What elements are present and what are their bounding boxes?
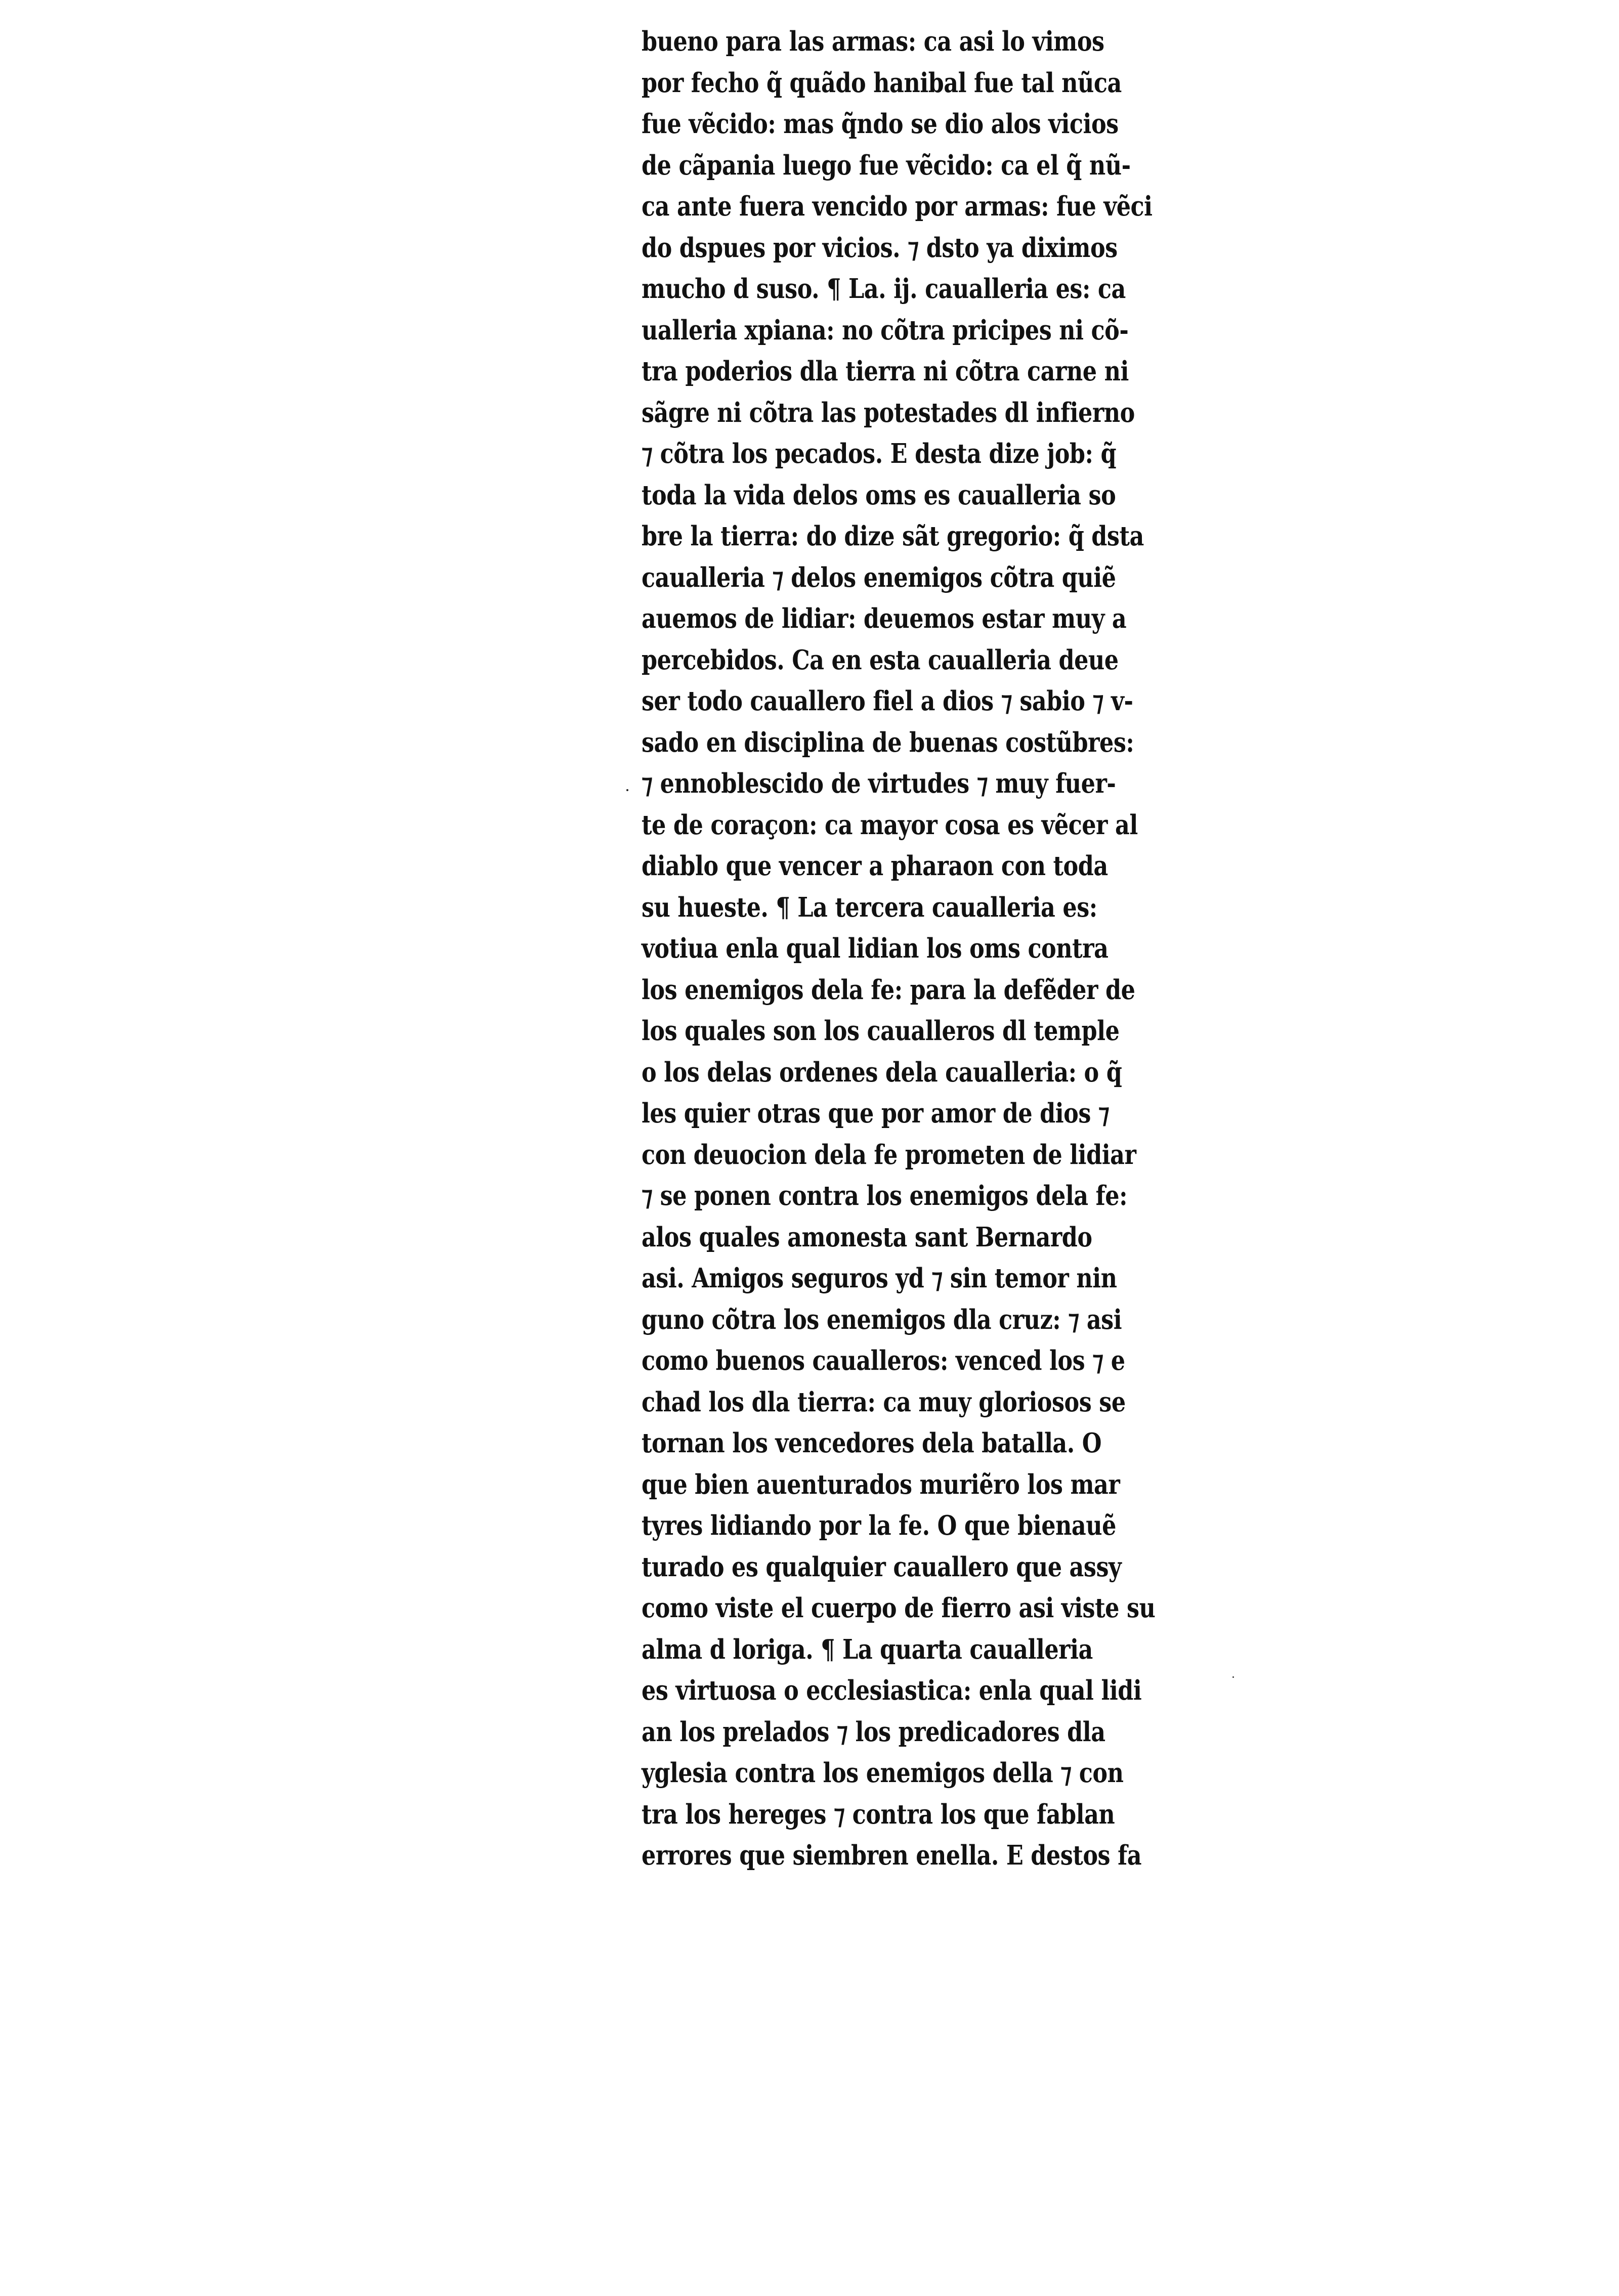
text-line: alos quales amonesta sant Bernardo: [642, 1221, 1092, 1253]
text-line: votiua enla qual lidian los oms contra: [642, 933, 1109, 964]
text-line: es virtuosa o ecclesiastica: enla qual lidi: [642, 1675, 1142, 1706]
text-line: errores que siembren enella. E destos fa: [642, 1840, 1142, 1871]
text-line: yglesia contra los enemigos della ⁊ con: [642, 1757, 1124, 1789]
text-line: por fecho q̃ quãdo hanibal fue tal nũca: [642, 67, 1122, 99]
text-line: toda la vida delos oms es caualleria so: [642, 479, 1116, 511]
text-line: ⁊ ennoblescido de virtudes ⁊ muy fuer-: [642, 768, 1116, 799]
text-line: auemos de lidiar: deuemos estar muy a: [642, 603, 1127, 634]
text-line: ⁊ cõtra los pecados. E desta dize job: q̃: [642, 438, 1117, 469]
text-line: percebidos. Ca en esta caualleria deue: [642, 644, 1119, 676]
text-line: los quales son los caualleros dl temple: [642, 1015, 1120, 1047]
text-line: bre la tierra: do dize sãt gregorio: q̃ dsta: [642, 521, 1144, 552]
text-line: alma d loriga. ¶ La quarta caualleria: [642, 1633, 1093, 1665]
text-line: caualleria ⁊ delos enemigos cõtra quiẽ: [642, 561, 1116, 593]
text-line: diablo que vencer a pharaon con toda: [642, 850, 1108, 882]
text-line: fue vẽcido: mas q̃ndo se dio alos vicios: [642, 108, 1119, 140]
text-line: su hueste. ¶ La tercera caualleria es:: [642, 891, 1097, 923]
text-line: con deuocion dela fe prometen de lidiar: [642, 1139, 1136, 1171]
text-line: que bien auenturados muriẽro los mar: [642, 1468, 1120, 1500]
text-line: tra los hereges ⁊ contra los que fablan: [642, 1798, 1115, 1830]
text-line: como viste el cuerpo de fierro asi viste su: [642, 1592, 1156, 1624]
text-line: ualleria xpiana: no cõtra pricipes ni cõ-: [642, 314, 1129, 346]
ink-speck: [626, 789, 628, 791]
text-line: los enemigos dela fe: para la defẽder de: [642, 974, 1135, 1006]
text-line: ca ante fuera vencido por armas: fue vẽci: [642, 191, 1153, 222]
text-line: ⁊ se ponen contra los enemigos dela fe:: [642, 1180, 1128, 1211]
text-line: de cãpania luego fue vẽcido: ca el q̃ nũ-: [642, 149, 1131, 181]
text-line: guno cõtra los enemigos dla cruz: ⁊ asi: [642, 1304, 1122, 1335]
text-line: les quier otras que por amor de dios ⁊: [642, 1098, 1110, 1129]
text-line: mucho d suso. ¶ La. ij. caualleria es: ca: [642, 273, 1126, 305]
text-line: tornan los vencedores dela batalla. O: [642, 1427, 1102, 1459]
text-line: chad los dla tierra: ca muy gloriosos se: [642, 1386, 1126, 1418]
text-line: tra poderios dla tierra ni cõtra carne ni: [642, 356, 1129, 387]
text-line: tyres lidiando por la fe. O que bienauẽ: [642, 1510, 1116, 1541]
text-line: an los prelados ⁊ los predicadores dla: [642, 1716, 1105, 1748]
text-line: como buenos caualleros: venced los ⁊ e: [642, 1345, 1125, 1376]
text-line: ser todo cauallero fiel a dios ⁊ sabio ⁊ v-: [642, 685, 1133, 717]
text-line: te de coraçon: ca mayor cosa es vẽcer al: [642, 809, 1138, 841]
text-line: turado es qualquier cauallero que assy: [642, 1551, 1122, 1583]
text-line: bueno para las armas: ca asi lo vimos: [642, 26, 1104, 57]
ink-speck: [1232, 1676, 1234, 1678]
text-line: sado en disciplina de buenas costũbres:: [642, 726, 1134, 758]
text-line: o los delas ordenes dela caualleria: o q̃: [642, 1056, 1122, 1088]
text-line: sãgre ni cõtra las potestades dl infierno: [642, 397, 1135, 428]
text-column: [642, 21, 1223, 1877]
text-line: asi. Amigos seguros yd ⁊ sin temor nin: [642, 1263, 1117, 1294]
text-line: do dspues por vicios. ⁊ dsto ya diximos: [642, 232, 1118, 264]
